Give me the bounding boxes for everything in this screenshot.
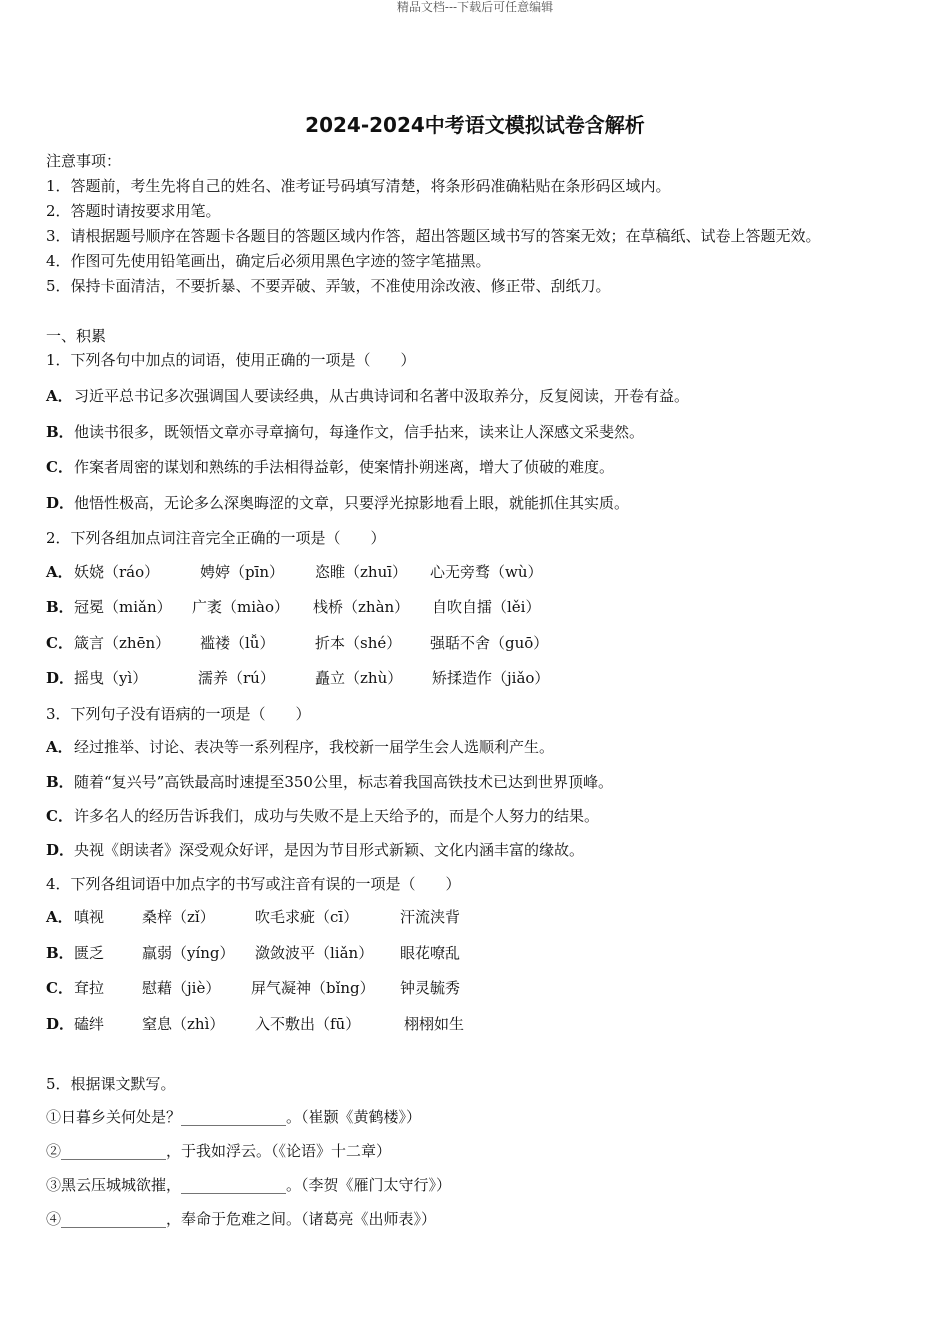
q2-cell: 摇曳（yì）: [74, 669, 148, 687]
option-text: 经过推举、讨论、表决等一系列程序，我校新一届学生会人选顺利产生。: [74, 738, 555, 756]
q4-cell: 羸弱（yíng）: [142, 944, 235, 962]
q4-cell: 汗流浃背: [400, 908, 461, 926]
notice-item: 1．答题前，考生先将自己的姓名、准考证号码填写清楚，将条形码准确粘贴在条形码区域内。: [46, 177, 671, 195]
q4-cell: 入不敷出（fū）: [255, 1015, 361, 1033]
q4-cell: 耷拉: [74, 979, 105, 997]
option-label: B．: [46, 773, 74, 791]
q5-fill-item: ④______________，奉命于危难之间。（诸葛亮《出师表》）: [46, 1210, 437, 1228]
option-label: C．: [46, 458, 73, 476]
q3-option-d: [46, 840, 584, 860]
q4-cell: 慰藉（jiè）: [142, 979, 221, 997]
q2-cell: 广袤（miào）: [192, 598, 289, 616]
q4-cell: 磕绊: [74, 1015, 105, 1033]
q2-cell: 妖娆（ráo）: [74, 563, 160, 581]
q4-cell: 潋敛波平（liǎn）: [255, 944, 374, 962]
q5-fill-item: ②______________，于我如浮云。（《论语》十二章）: [46, 1142, 392, 1160]
option-text: 作案者周密的谋划和熟练的手法相得益彰，使案情扑朔迷离，增大了侦破的难度。: [74, 458, 615, 476]
q4-cell: 屏气凝神（bǐng）: [251, 979, 375, 997]
q1-option-b: [46, 422, 644, 442]
q4-cell: 嗔视: [74, 908, 105, 926]
option-text: 央视《朗读者》深受观众好评，是因为节目形式新颖、文化内涵丰富的缘故。: [74, 841, 585, 859]
q3-option-b: [46, 772, 613, 792]
q2-cell: 强聒不舍（guō）: [430, 634, 549, 652]
q2-cell: 濡养（rú）: [198, 669, 275, 687]
q4-cell: 桑梓（zǐ）: [142, 908, 215, 926]
page-header-note: 精品文档---下载后可任意编辑: [396, 0, 554, 14]
q1-option-a: [46, 386, 689, 406]
option-text: 他悟性极高，无论多么深奥晦涩的文章，只要浮光掠影地看上眼，就能抓住其实质。: [74, 494, 630, 512]
option-label: D．: [46, 841, 75, 859]
q2-cell: 折本（shé）: [315, 634, 402, 652]
q2-row-label: B．: [46, 598, 74, 616]
option-label: A．: [46, 738, 73, 756]
option-text: 他读书很多，既领悟文章亦寻章摘句，每逢作文，信手拈来，读来让人深感文采斐然。: [74, 423, 645, 441]
q5-fill-item: ①日暮乡关何处是？______________。（崔颢《黄鹤楼》）: [46, 1108, 422, 1126]
page-title: 2024-2024中考语文模拟试卷含解析: [305, 113, 645, 137]
option-text: 许多名人的经历告诉我们，成功与失败不是上天给予的，而是个人努力的结果。: [74, 807, 600, 825]
q2-cell: 冠冕（miǎn）: [74, 598, 172, 616]
question-3-stem: 3．下列句子没有语病的一项是（ ）: [46, 705, 311, 723]
option-label: A．: [46, 387, 73, 405]
q1-option-d: [46, 493, 629, 513]
option-label: C．: [46, 807, 73, 825]
q2-row-label: A．: [46, 563, 73, 581]
q2-cell: 矫揉造作（jiǎo）: [432, 669, 550, 687]
notice-item: 2．答题时请按要求用笔。: [46, 202, 221, 220]
q1-option-c: [46, 457, 614, 477]
notice-item: 5．保持卡面清洁，不要折暴、不要弄破、弄皱，不准使用涂改液、修正带、刮纸刀。: [46, 277, 611, 295]
q4-cell: 吹毛求疵（cī）: [255, 908, 359, 926]
option-text: 随着“复兴号”高铁最高时速提至350公里，标志着我国高铁技术已达到世界顶峰。: [74, 773, 613, 791]
q4-cell: 栩栩如生: [404, 1015, 465, 1033]
q2-cell: 自吹自擂（lěi）: [432, 598, 541, 616]
q2-cell: 箴言（zhēn）: [74, 634, 171, 652]
q4-row-label: A．: [46, 908, 73, 926]
question-5-stem: 5．根据课文默写。: [46, 1075, 176, 1093]
option-label: D．: [46, 494, 75, 512]
q4-cell: 眼花嘹乱: [400, 944, 461, 962]
question-1-stem: 1．下列各句中加点的词语，使用正确的一项是（ ）: [46, 351, 416, 369]
q4-row-label: D．: [46, 1015, 75, 1033]
q4-row-label: B．: [46, 944, 74, 962]
q2-cell: 娉婷（pīn）: [200, 563, 285, 581]
option-label: B．: [46, 423, 74, 441]
section-heading: 一、积累: [46, 327, 107, 345]
q5-fill-item: ③黑云压城城欲摧，______________。（李贺《雁门太守行》）: [46, 1176, 452, 1194]
q2-cell: 矗立（zhù）: [315, 669, 403, 687]
q4-cell: 窒息（zhì）: [142, 1015, 225, 1033]
notice-item: 4．作图可先使用铅笔画出，确定后必须用黑色字迹的签字笔描黑。: [46, 252, 491, 270]
q4-cell: 匮乏: [74, 944, 105, 962]
q3-option-c: [46, 806, 599, 826]
q4-row-label: C．: [46, 979, 73, 997]
q2-cell: 褴褛（lǚ）: [200, 634, 275, 652]
q4-cell: 钟灵毓秀: [400, 979, 461, 997]
q2-row-label: C．: [46, 634, 73, 652]
option-text: 习近平总书记多次强调国人要读经典，从古典诗词和名著中汲取养分，反复阅读，开卷有益。: [74, 387, 690, 405]
notice-item: 3．请根据题号顺序在答题卡各题目的答题区域内作答，超出答题区域书写的答案无效；在草稿纸、试卷上答题无效。: [46, 227, 821, 245]
q2-cell: 栈桥（zhàn）: [313, 598, 410, 616]
question-4-stem: 4．下列各组词语中加点字的书写或注音有误的一项是（ ）: [46, 875, 461, 893]
question-2-stem: 2．下列各组加点词注音完全正确的一项是（ ）: [46, 529, 386, 547]
q3-option-a: [46, 737, 554, 757]
q2-row-label: D．: [46, 669, 75, 687]
notice-heading: 注意事项：: [46, 152, 122, 170]
q2-cell: 心无旁骛（wù）: [430, 563, 543, 581]
q2-cell: 恣睢（zhuī）: [315, 563, 408, 581]
